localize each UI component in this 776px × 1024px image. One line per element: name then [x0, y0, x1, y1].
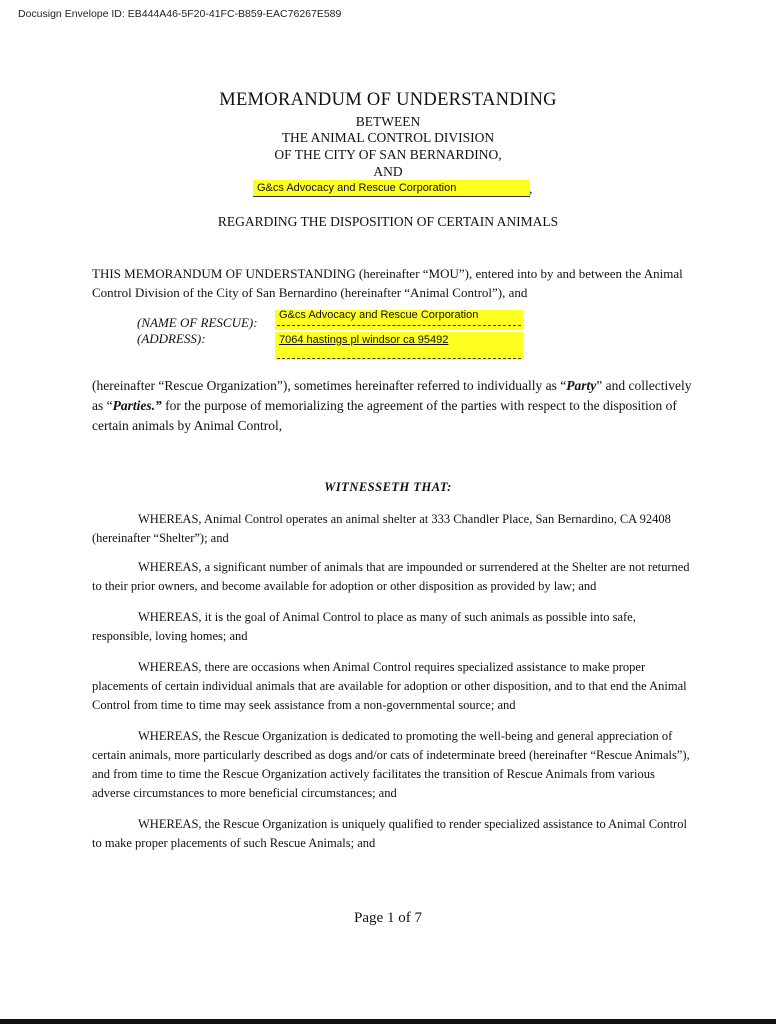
- whereas-paragraph: [92, 815, 692, 853]
- rescue-name-header-field[interactable]: G&cs Advocacy and Rescue Corporation: [253, 180, 530, 197]
- parties-text-1: (hereinafter “Rescue Organization”), sometimes hereinafter referred to individually as “: [92, 378, 567, 393]
- address-value: 7064 hastings pl windsor ca 95492: [279, 334, 449, 346]
- witnesseth-heading: WITNESSETH THAT:: [324, 480, 452, 494]
- address-field[interactable]: [275, 332, 523, 360]
- envelope-id: Docusign Envelope ID: EB444A46-5F20-41FC-B859-EAC76267E589: [18, 8, 342, 20]
- header-and: AND: [373, 164, 403, 179]
- intro-paragraph: THIS MEMORANDUM OF UNDERSTANDING (hereinafter “MOU”), entered into by and between the Animal Control Division of the City of San Bernardino (hereinafter “Animal Control”), and: [92, 266, 683, 300]
- parties-text-2: ” and collectively as “: [92, 378, 692, 413]
- whereas-paragraph: [92, 727, 692, 803]
- name-of-rescue-label: (NAME OF RESCUE):: [137, 315, 258, 330]
- party-term: Party: [566, 378, 597, 393]
- whereas-text: WHEREAS, the Rescue Organization is dedicated to promoting the well-being and general appreciation of certain animals, more particularly described as dogs and/or cats of indeterminate breed (hereinafter “Rescue Animals”), and from time to time the Rescue Organization actively facilitates the transition of Rescue Animals from various adverse circumstances to more beneficial circumstances; and: [92, 729, 690, 800]
- whereas-text: WHEREAS, the Rescue Organization is uniquely qualified to render specialized assistance to Animal Control to make proper placements of such Rescue Animals; and: [92, 817, 687, 850]
- header-city: OF THE CITY OF SAN BERNARDINO,: [274, 147, 502, 162]
- parties-term: Parties.”: [112, 398, 162, 413]
- header-regarding: REGARDING THE DISPOSITION OF CERTAIN ANIMALS: [217, 214, 559, 229]
- bottom-edge-bar: [0, 1019, 776, 1024]
- whereas-text: WHEREAS, there are occasions when Animal Control requires specialized assistance to make proper placements of certain individual animals that are available for adoption or other disposition, and to that end the Animal Control from time to time may seek assistance from a non-governmental source; and: [92, 660, 687, 712]
- whereas-paragraph: [92, 608, 692, 646]
- parties-text-3: for the purpose of memorializing the agreement of the parties with respect to the disposition of certain animals by Animal Control,: [92, 398, 677, 433]
- address-underline: [277, 358, 521, 359]
- parties-paragraph: [92, 376, 692, 436]
- whereas-text: WHEREAS, a significant number of animals that are impounded or surrendered at the Shelter are not returned to their prior owners, and become available for adoption or other disposition as provided by law; and: [92, 560, 690, 593]
- whereas-paragraph: [92, 510, 692, 548]
- name-underline: [277, 325, 521, 326]
- header-division: THE ANIMAL CONTROL DIVISION: [281, 130, 495, 145]
- address-label: (ADDRESS):: [137, 331, 206, 346]
- whereas-paragraph: [92, 558, 692, 596]
- whereas-text: WHEREAS, it is the goal of Animal Control to place as many of such animals as possible into safe, responsible, loving homes; and: [92, 610, 636, 643]
- document-title: MEMORANDUM OF UNDERSTANDING: [219, 90, 557, 110]
- header-between: BETWEEN: [355, 114, 421, 129]
- name-of-rescue-field[interactable]: G&cs Advocacy and Rescue Corporation: [275, 310, 523, 330]
- whereas-text: WHEREAS, Animal Control operates an animal shelter at 333 Chandler Place, San Bernardino, CA 92408 (hereinafter “Shelter”); and: [92, 512, 671, 545]
- whereas-paragraph: [92, 658, 692, 715]
- header-comma: ,: [529, 181, 533, 196]
- page-number: Page 1 of 7: [354, 910, 422, 926]
